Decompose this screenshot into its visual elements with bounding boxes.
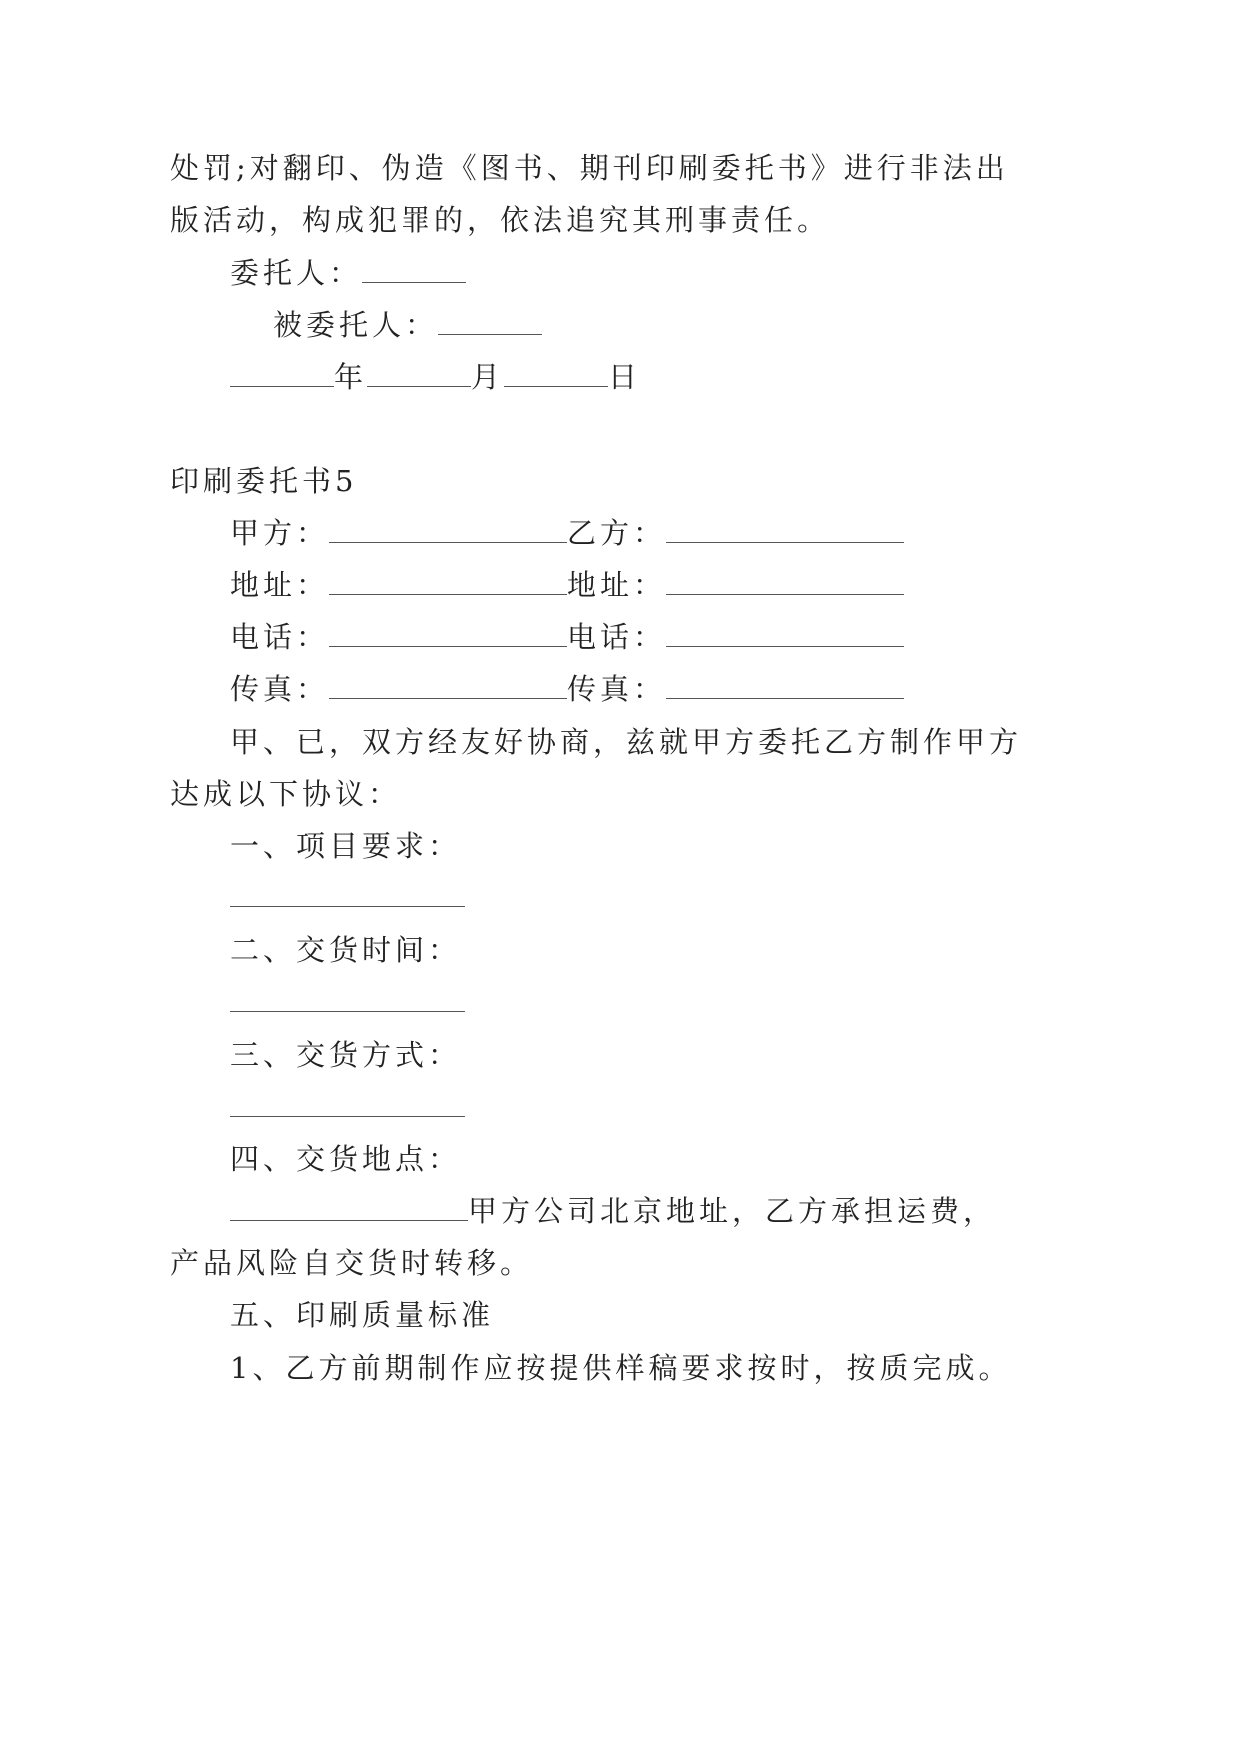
intro-line: 达成以下协议： [170, 777, 402, 811]
address-row [230, 567, 904, 603]
phone-a-blank [329, 624, 567, 647]
paragraph-line: 处罚;对翻印、伪造《图书、期刊印刷委托书》进行非法出 [170, 151, 1009, 185]
item-4: 四、交货地点： [230, 1142, 462, 1176]
intro-line: 甲、已，双方经友好协商，兹就甲方委托乙方制作甲方 [230, 725, 1023, 759]
day-blank [504, 364, 608, 387]
agent-label: 被委托人： [273, 308, 439, 342]
fax-label-b: 传真： [567, 672, 667, 706]
year-blank [230, 364, 334, 387]
item-3: 三、交货方式： [230, 1038, 462, 1072]
month-blank [367, 364, 471, 387]
phone-b-blank [666, 624, 904, 647]
month-label: 月 [471, 360, 505, 394]
item-2-blank [230, 1011, 465, 1012]
agent-blank [438, 312, 542, 335]
date-line [230, 359, 641, 395]
principal-line [230, 255, 466, 291]
fax-row [230, 671, 904, 707]
principal-label: 委托人： [230, 256, 363, 290]
item-4-detail-line2: 产品风险自交货时转移。 [170, 1246, 534, 1280]
agent-line [273, 307, 542, 343]
phone-label-b: 电话： [567, 620, 667, 654]
party-row [230, 515, 904, 551]
party-a-label: 甲方： [230, 516, 330, 550]
party-a-blank [329, 520, 567, 543]
principal-blank [362, 260, 466, 283]
item-5-1: 1、乙方前期制作应按提供样稿要求按时，按质完成。 [230, 1351, 1012, 1385]
party-b-label: 乙方： [567, 516, 667, 550]
item-4-detail-line [230, 1193, 996, 1229]
section-title: 印刷委托书5 [170, 464, 358, 498]
party-b-blank [666, 520, 904, 543]
year-label: 年 [334, 360, 368, 394]
item-2: 二、交货时间： [230, 933, 462, 967]
item-4-detail: 甲方公司北京地址，乙方承担运费， [468, 1194, 997, 1228]
item-1-blank [230, 906, 465, 907]
fax-label-a: 传真： [230, 672, 330, 706]
day-label: 日 [608, 360, 642, 394]
address-label-a: 地址： [230, 568, 330, 602]
address-b-blank [666, 572, 904, 595]
item-3-blank [230, 1116, 465, 1117]
fax-a-blank [329, 676, 567, 699]
phone-row [230, 619, 904, 655]
paragraph-line: 版活动，构成犯罪的，依法追究其刑事责任。 [170, 203, 831, 237]
fax-b-blank [666, 676, 904, 699]
phone-label-a: 电话： [230, 620, 330, 654]
item-4-blank [230, 1198, 468, 1221]
address-a-blank [329, 572, 567, 595]
address-label-b: 地址： [567, 568, 667, 602]
item-5: 五、印刷质量标准 [230, 1298, 495, 1332]
item-1: 一、项目要求： [230, 829, 462, 863]
